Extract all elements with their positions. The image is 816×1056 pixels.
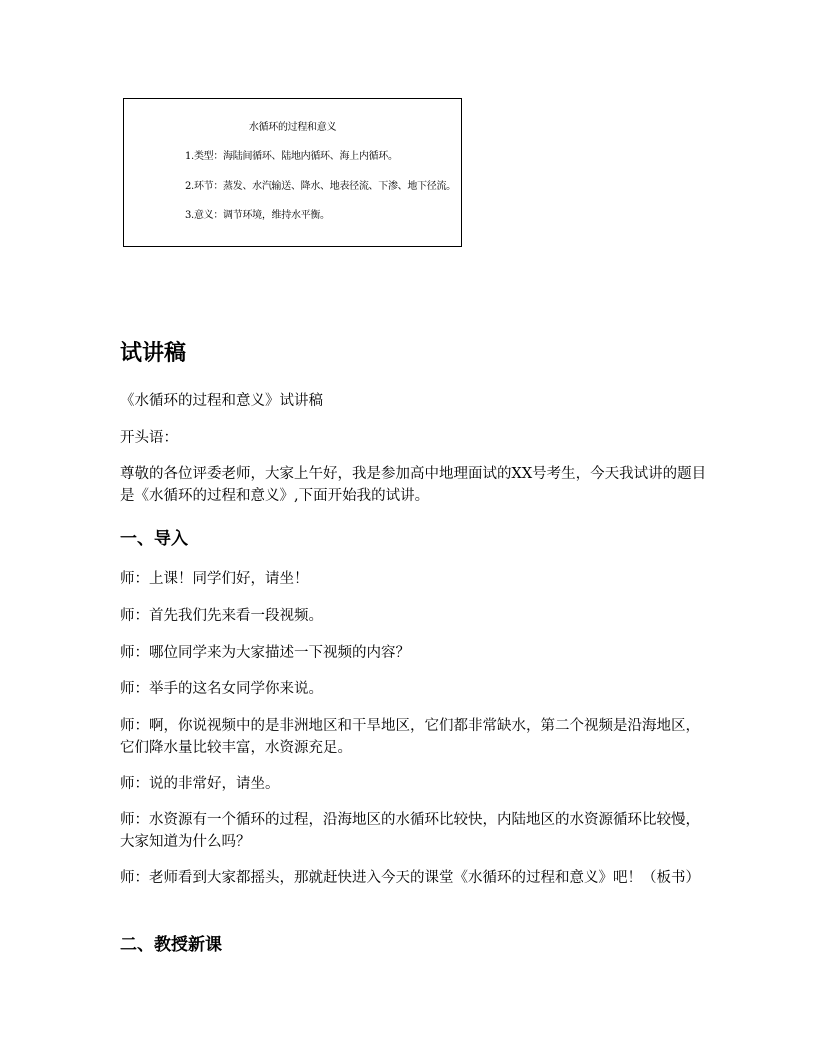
dialogue-line: 师：老师看到大家都摇头，那就赶快进入今天的课堂《水循环的过程和意义》吧！（板书）: [120, 870, 700, 886]
dialogue-line: 师：哪位同学来为大家描述一下视频的内容？: [120, 645, 410, 661]
dialogue-line: 师：首先我们先来看一段视频。: [120, 608, 323, 624]
dialogue-line: 师：举手的这名女同学你来说。: [120, 681, 323, 697]
dialogue-line: 师：上课！同学们好，请坐！: [120, 571, 309, 587]
document-subtitle: 《水循环的过程和意义》试讲稿: [120, 393, 323, 409]
dialogue-line: 师：啊，你说视频中的是非洲地区和干旱地区，它们都非常缺水，第二个视频是沿海地区，它们降水量比较丰富，水资源充足。: [120, 718, 700, 756]
opening-text: 尊敬的各位评委老师，大家上午好，我是参加高中地理面试的XX号考生，今天我试讲的题目是《水循环的过程和意义》,下面开始我的试讲。: [120, 466, 707, 504]
board-line-stages: 2.环节：蒸发、水汽输送、降水、地表径流、下渗、地下径流。: [185, 181, 456, 192]
dialogue-line: 师：水资源有一个循环的过程，沿海地区的水循环比较快，内陆地区的水资源循环比较慢，大家知道为什么吗？: [120, 812, 700, 850]
section-heading-new-lesson: 二、教授新课: [120, 935, 222, 955]
board-title: 水循环的过程和意义: [248, 122, 337, 133]
board-line-types: 1.类型：海陆间循环、陆地内循环、海上内循环。: [185, 151, 398, 162]
board-line-significance: 3.意义：调节环境，维持水平衡。: [185, 210, 330, 221]
dialogue-line: 师：说的非常好，请坐。: [120, 776, 280, 792]
blackboard-diagram: [123, 98, 462, 247]
document-title: 试讲稿: [120, 341, 187, 366]
section-heading-intro: 一、导入: [120, 529, 188, 549]
opening-label: 开头语：: [120, 430, 178, 446]
